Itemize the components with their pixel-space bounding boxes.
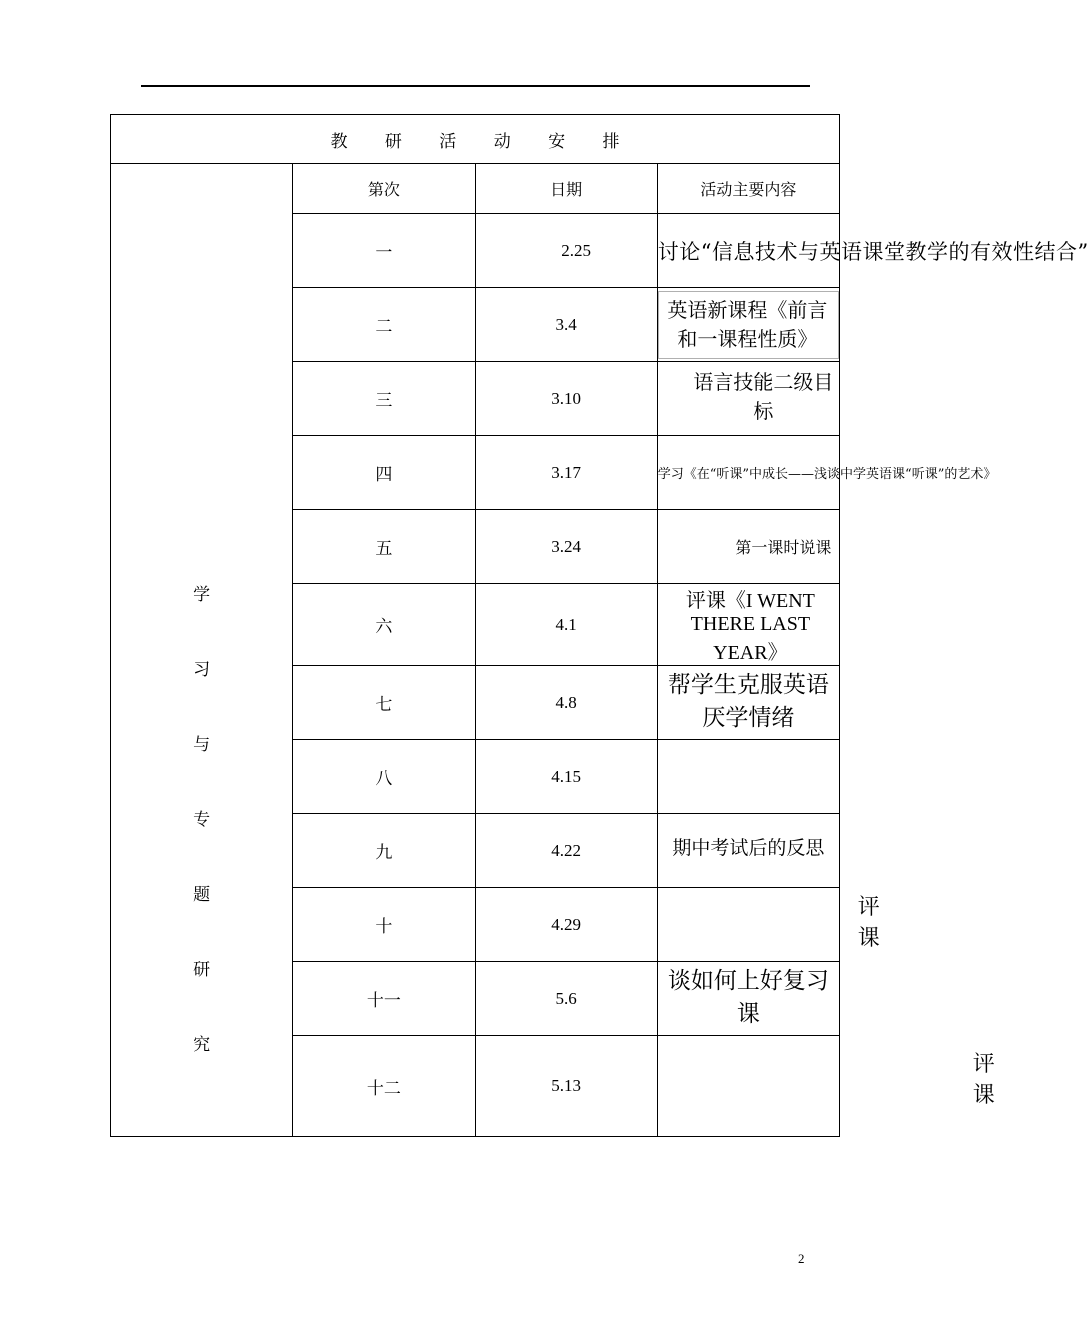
row-content: 英语新课程《前言和一课程性质》 <box>658 291 839 359</box>
row-date: 3.4 <box>475 288 657 362</box>
side-char: 学 <box>193 584 211 605</box>
side-char: 题 <box>193 884 211 905</box>
side-char: 研 <box>193 959 211 980</box>
row-content-text: 评课 <box>972 1052 995 1108</box>
row-content-text: 评课 <box>857 894 880 951</box>
table-title: 教 研 活 动 安 排 <box>111 115 840 164</box>
side-char: 习 <box>193 659 211 680</box>
row-content-text: 帮学生克服英语厌学情绪 <box>667 671 829 731</box>
side-char: 与 <box>193 734 211 755</box>
header-rule <box>141 85 810 87</box>
row-content <box>657 1036 995 1137</box>
row-content: 第一课时说课 <box>657 510 839 584</box>
row-content-text: 语言技能二级目标 <box>693 369 834 423</box>
row-date: 4.1 <box>475 584 657 666</box>
row-num: 五 <box>293 510 475 584</box>
row-num: 一 <box>293 214 475 288</box>
row-date: 5.6 <box>475 962 657 1036</box>
header-content: 活动主要内容 <box>657 164 839 214</box>
row-num: 十 <box>293 888 475 962</box>
row-num: 六 <box>293 584 475 666</box>
schedule-table <box>110 114 1089 1137</box>
row-date: 3.10 <box>475 362 657 436</box>
row-content: 讨论“信息技术与英语课堂教学的有效性结合” <box>657 214 839 288</box>
row-content: 评课《I WENT THERE LAST YEAR》 <box>657 584 839 666</box>
side-char: 究 <box>193 1034 211 1055</box>
row-num: 七 <box>293 666 475 740</box>
header-date: 日期 <box>475 164 657 214</box>
row-num: 十一 <box>293 962 475 1036</box>
row-content <box>657 962 839 1036</box>
row-date: 4.8 <box>475 666 657 740</box>
row-num: 二 <box>293 288 475 362</box>
row-content-text: 期中考试后的反思 <box>672 837 825 859</box>
row-content-text: 谈如何上好复习课 <box>667 967 829 1027</box>
row-num: 四 <box>293 436 475 510</box>
row-content <box>657 362 839 436</box>
row-date: 4.22 <box>475 814 657 888</box>
row-date: 4.15 <box>475 740 657 814</box>
row-num: 十二 <box>293 1036 475 1137</box>
row-date: 5.13 <box>475 1036 657 1137</box>
row-content <box>657 740 839 814</box>
side-char: 专 <box>193 809 211 830</box>
row-content <box>657 888 880 962</box>
header-num: 第次 <box>293 164 475 214</box>
side-label <box>111 164 293 1137</box>
page-number: 2 <box>798 1251 805 1266</box>
row-date: 2.25 <box>475 214 657 288</box>
row-date: 3.24 <box>475 510 657 584</box>
row-num: 八 <box>293 740 475 814</box>
row-date: 3.17 <box>475 436 657 510</box>
row-num: 九 <box>293 814 475 888</box>
row-content: 学习《在“听课”中成长——浅谈中学英语课“听课”的艺术》 <box>657 436 839 510</box>
row-content <box>657 666 839 740</box>
row-date: 4.29 <box>475 888 657 962</box>
row-content <box>657 814 839 888</box>
row-num: 三 <box>293 362 475 436</box>
row-content-cell <box>657 288 839 362</box>
